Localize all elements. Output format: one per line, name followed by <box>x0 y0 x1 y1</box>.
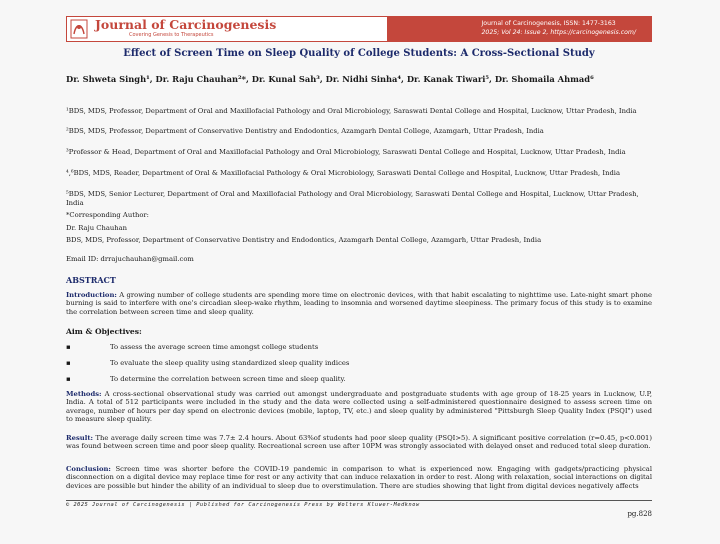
author-list: Dr. Shweta Singh¹, Dr. Raju Chauhan²*, Dr. Kunal Sah³, Dr. Nidhi Sinha⁴, Dr. Kanak Tiwari⁵, Dr. Shomaila Ahmad⁶ <box>66 74 594 84</box>
affiliation-1: ¹BDS, MDS, Professor, Department of Oral and Maxillofacial Pathology and Oral Microbiology, Saraswati Dental College and Hospital, Lucknow, Uttar Pradesh, India <box>66 107 637 115</box>
aims-heading: Aim & Objectives: <box>66 327 142 336</box>
methods-paragraph <box>66 390 652 423</box>
abstract-heading: ABSTRACT <box>66 275 116 285</box>
journal-emblem-icon <box>70 19 88 39</box>
journal-name: Journal of Carcinogenesis <box>95 17 277 32</box>
aim-item-text: To determine the correlation between screen time and sleep quality. <box>110 375 346 383</box>
methods-text: A cross-sectional observational study was carried out amongst undergraduate and postgraduate students with age group of 18-25 years in Lucknow, U.P, India. A total of 512 participants were included in the study and the data were collected using a self-administered questionnaire designed to assess screen time on average, number of hours per day spend on electronic devices (mobile, laptop, TV, etc.) and sleep quality by administered "Pittsburgh Sleep Quality Index (PSQI") used to measure sleep quality. <box>66 390 652 423</box>
conclusion-label: Conclusion: <box>66 465 111 473</box>
introduction-paragraph <box>66 291 652 316</box>
corresponding-label: *Corresponding Author: <box>66 211 149 219</box>
introduction-text: A growing number of college students are spending more time on electronic devices, with that habit escalating to nighttime use. Late-night smart phone burning is said to interfere with one's circadian sleep-wake rhythm, leading to insomnia and worsened daytime sleepiness. The primary focus of this study is to examine the correlation between screen time and sleep quality. <box>66 291 652 316</box>
corresponding-details: BDS, MDS, Professor, Department of Conservative Dentistry and Endodontics, Azamgarh Dental College, Azamgarh, Uttar Pradesh, India <box>66 236 542 244</box>
conclusion-paragraph <box>66 465 652 490</box>
result-label: Result: <box>66 434 93 442</box>
article-title: Effect of Screen Time on Sleep Quality of College Students: A Cross-Sectional Study <box>123 48 595 59</box>
introduction-label: Introduction: <box>66 291 117 299</box>
journal-logo <box>66 16 388 42</box>
bullet-icon: ▪ <box>66 359 71 367</box>
bullet-icon: ▪ <box>66 375 71 383</box>
result-text: The average daily screen time was 7.7± 2.4 hours. About 63%of students had poor sleep quality (PSQI>5). A significant positive correlation (r=0.45, p<0.001) was found between screen time and poor sleep quality. Recreational screen use after 10PM was strongly associated with delayed onset and reduced total sleep duration. <box>66 434 652 451</box>
result-paragraph <box>66 434 652 451</box>
affiliation-2: ²BDS, MDS, Professor, Department of Conservative Dentistry and Endodontics, Azamgarh Dental College, Azamgarh, Uttar Pradesh, India <box>66 127 544 135</box>
journal-issn: Journal of Carcinogenesis, ISSN: 1477-3163 <box>481 20 616 27</box>
affiliation-3: ³Professor & Head, Department of Oral and Maxillofacial Pathology and Oral Microbiology, Saraswati Dental College and Hospital, Lucknow, Uttar Pradesh, India <box>66 148 626 156</box>
journal-issue: 2025; Vol 24: Issue 2, https://carcinogenesis.com/ <box>481 29 636 36</box>
methods-label: Methods: <box>66 390 102 398</box>
affiliation-4: ⁴,⁶BDS, MDS, Reader, Department of Oral & Maxillofacial Pathology & Oral Microbiology, Saraswati Dental College and Hospital, Lucknow, Uttar Pradesh, India <box>66 169 621 177</box>
page-number: pg.828 <box>627 510 652 518</box>
bullet-icon: ▪ <box>66 343 71 351</box>
affiliation-5: ⁵BDS, MDS, Senior Lecturer, Department of Oral and Maxillofacial Pathology and Oral Microbiology, Saraswati Dental College and Hospital, Lucknow, Uttar Pradesh, India <box>66 190 639 207</box>
conclusion-text: Screen time was shorter before the COVID-19 pandemic in comparison to what is experienced now. Engaging with gadgets/practicing physical disconnection on a digital device may replace time for rest or any activity that can induce relaxation in order to rest. Along with relaxation, social interactions on digital devices are possible but hinder the ability of an individual to sleep due to overstimulation. There are studies showing that light from digital devices negatively affects <box>66 465 652 490</box>
aim-item-text: To evaluate the sleep quality using standardized sleep quality indices <box>110 359 350 367</box>
journal-tagline: Covering Genesis to Therapeutics <box>129 32 214 38</box>
journal-header <box>66 16 652 42</box>
corresponding-email: Email ID: drrajuchauhan@gmail.com <box>66 255 194 263</box>
footer-divider <box>66 500 652 501</box>
corresponding-name: Dr. Raju Chauhan <box>66 224 128 232</box>
footer-copyright: © 2025 Journal of Carcinogenesis | Published for Carcinogenesis Press by Wolters Kluwer-Medknow <box>66 502 420 508</box>
journal-info <box>481 19 636 37</box>
aim-item-text: To assess the average screen time amongst college students <box>110 343 319 351</box>
